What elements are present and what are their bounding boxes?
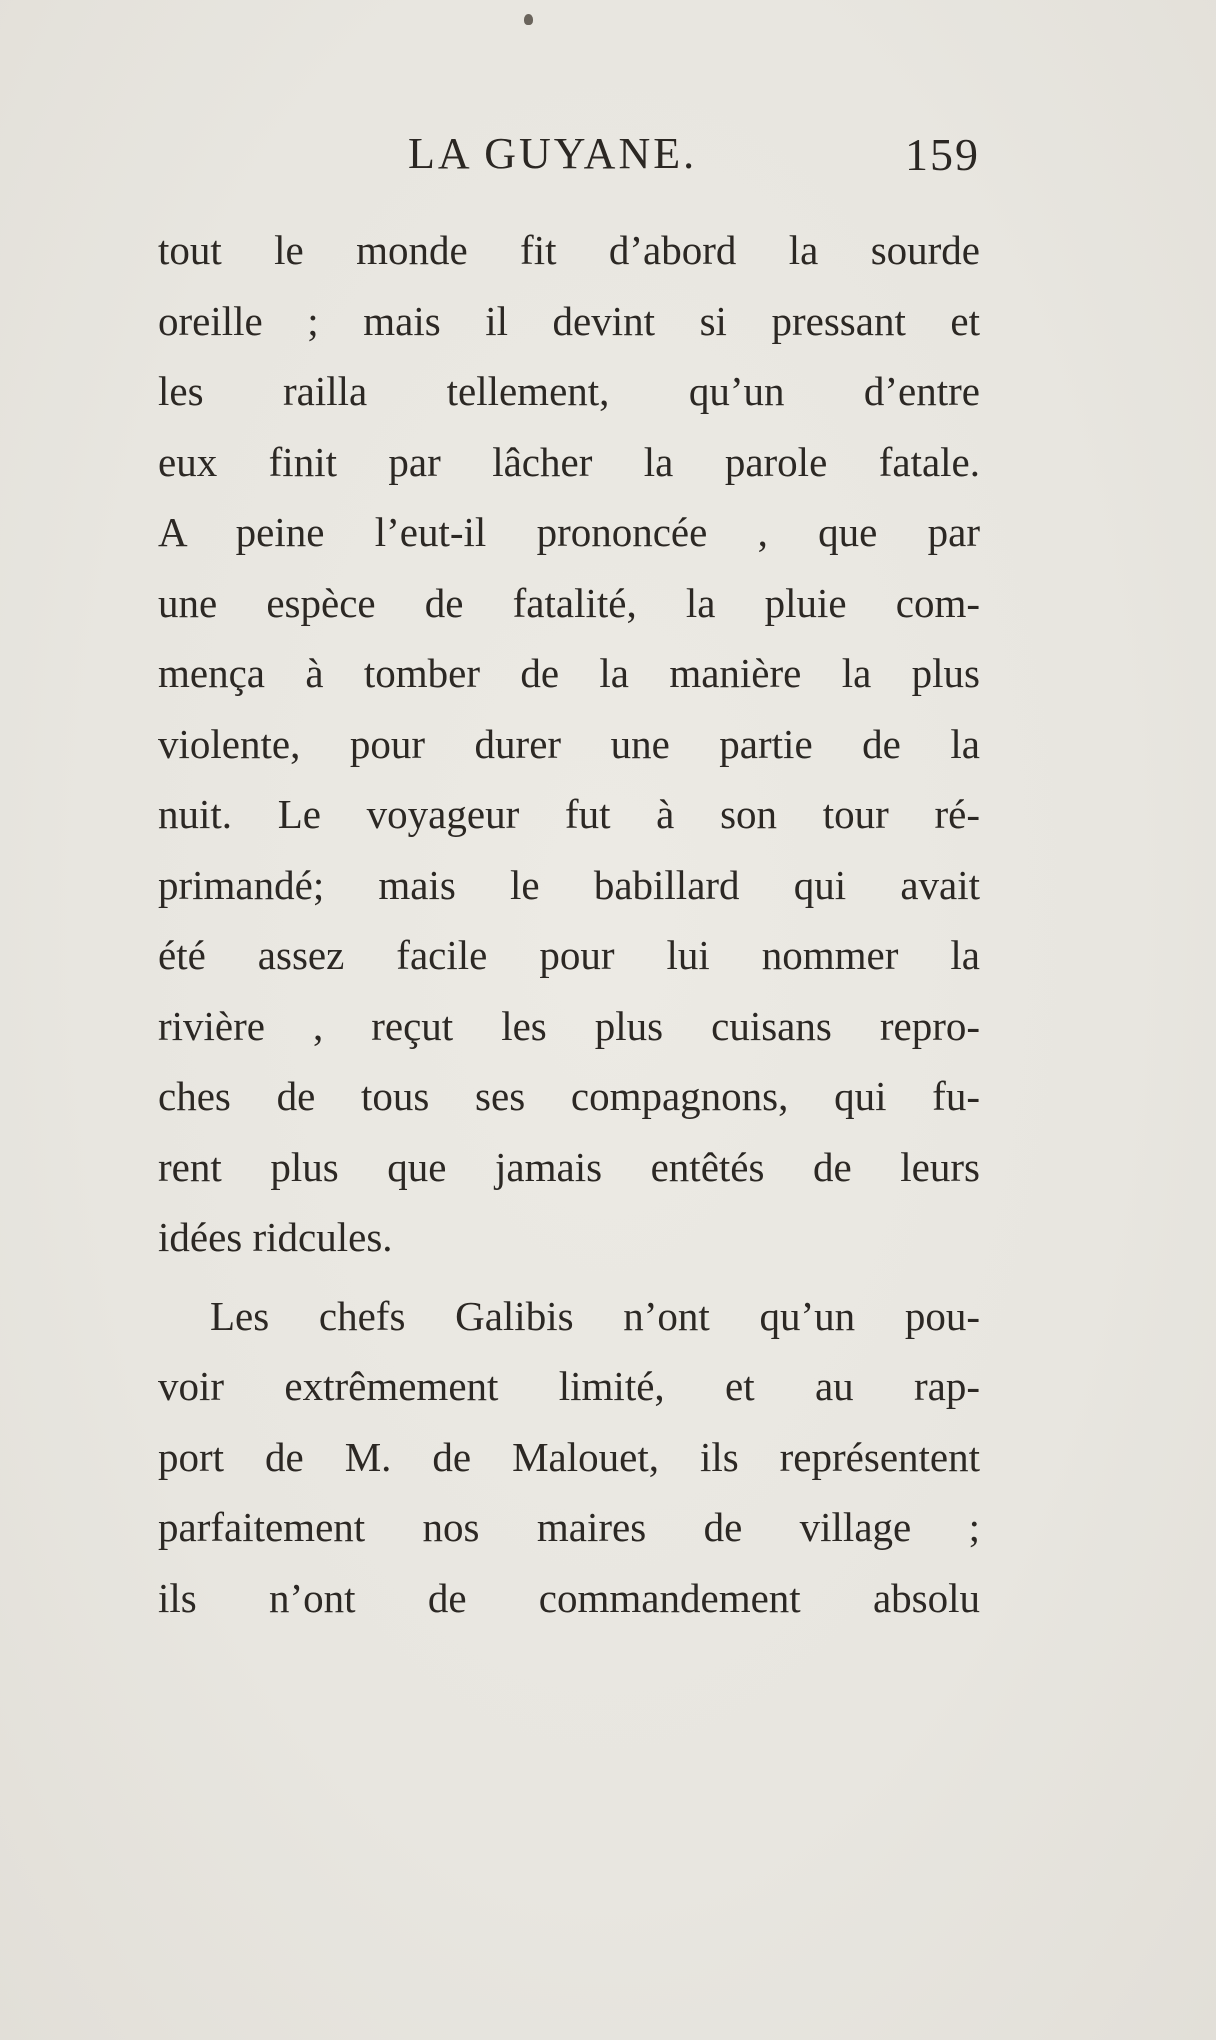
text-line: été assez facile pour lui nommer la	[158, 932, 980, 978]
paragraph-gap	[158, 1273, 980, 1281]
text-line: primandé; mais le babillard qui avait	[158, 861, 980, 908]
text-line: eux finit par lâcher la parole fatale.	[158, 438, 980, 485]
text-line: une espèce de fatalité, la pluie com-	[158, 579, 980, 626]
text-line: tout le monde fit d’abord la sourde	[158, 227, 980, 273]
text-line: idées ridcules.	[158, 1214, 393, 1260]
ink-speck	[524, 14, 533, 25]
text-line: ches de tous ses compagnons, qui fu-	[158, 1073, 980, 1119]
text-line: violente, pour durer une partie de la	[158, 720, 980, 767]
text-line: oreille ; mais il devint si pressant et	[158, 297, 980, 344]
text-line: port de M. de Malouet, ils représentent	[158, 1433, 980, 1480]
paragraph-1	[158, 215, 980, 1273]
body-text	[158, 215, 980, 1633]
paragraph-2	[158, 1281, 980, 1634]
text-line: nuit. Le voyageur fut à son tour ré-	[158, 791, 980, 837]
text-line: rent plus que jamais entêtés de leurs	[158, 1143, 980, 1190]
text-line: A peine l’eut-il prononcée , que par	[158, 509, 980, 555]
text-line: ils n’ont de commandement absolu	[158, 1574, 980, 1621]
text-line: voir extrêmement limité, et au rap-	[158, 1363, 980, 1409]
text-line: Les chefs Galibis n’ont qu’un pou-	[210, 1292, 980, 1339]
running-head	[408, 128, 980, 188]
text-line: les railla tellement, qu’un d’entre	[158, 368, 980, 414]
text-line: mença à tomber de la manière la plus	[158, 650, 980, 696]
text-line: rivière , reçut les plus cuisans repro-	[158, 1002, 980, 1049]
running-head-title: LA GUYANE.	[408, 129, 698, 178]
text-line: parfaitement nos maires de village ;	[158, 1504, 980, 1550]
page-number: 159	[905, 129, 980, 180]
